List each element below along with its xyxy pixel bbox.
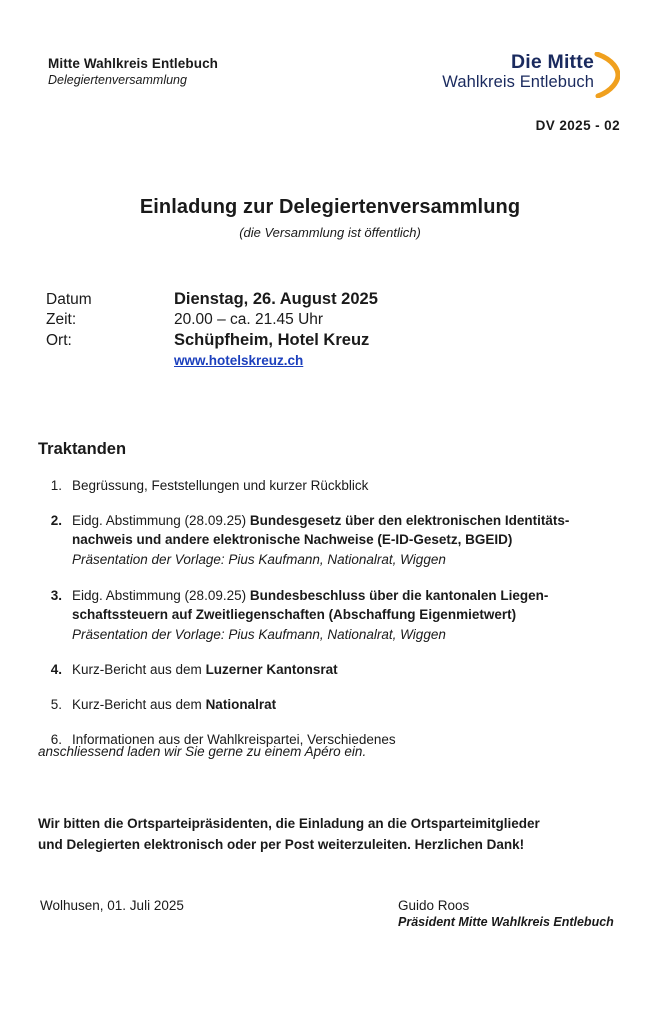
orange-swoosh-icon: [594, 52, 620, 98]
agenda-item-body: [72, 660, 628, 679]
detail-label-date: Datum: [46, 291, 92, 308]
agenda-item-text: Kurz-Bericht aus dem: [72, 697, 206, 713]
agenda-item-text: Eidg. Abstimmung (28.09.25): [72, 513, 250, 529]
document-reference: DV 2025 - 02: [535, 118, 620, 133]
agenda-item-text-bold-cont: schaftssteuern auf Zweitliegenschaften (Abschaffung Eigenmietwert): [72, 606, 517, 622]
request-paragraph: [38, 814, 618, 855]
apero-note: anschliessend laden wir Sie gerne zu einem Apéro ein.: [38, 744, 367, 759]
agenda-item-number: 2.: [50, 513, 62, 529]
agenda-item-number: 5.: [50, 697, 62, 713]
detail-row-location: [46, 331, 606, 350]
signer-role: Präsident Mitte Wahlkreis Entlebuch: [398, 915, 614, 929]
agenda-list: [38, 476, 628, 766]
list-item: [38, 476, 628, 495]
list-item: [38, 660, 628, 679]
agenda-item-body: [72, 586, 628, 644]
header-org-block: [48, 56, 218, 87]
agenda-item-text-bold: Bundesbeschluss über die kantonalen Liegen-: [249, 587, 549, 603]
agenda-item-number: 3.: [50, 587, 62, 603]
detail-value-date: Dienstag, 26. August 2025: [174, 290, 378, 308]
agenda-item-text: Begrüssung, Feststellungen und kurzer Rückblick: [72, 478, 369, 493]
signature-block: [398, 898, 614, 929]
agenda-item-presentation: Präsentation der Vorlage: Pius Kaufmann, Nationalrat, Wiggen: [72, 626, 446, 642]
title-block: [0, 196, 660, 240]
document-footer: [0, 898, 660, 958]
agenda-item-number: 6.: [50, 732, 62, 748]
signer-name: Guido Roos: [398, 898, 470, 913]
header-organisation: Mitte Wahlkreis Entlebuch: [48, 56, 219, 71]
request-line-1: Wir bitten die Ortsparteipräsidenten, die Einladung an die Ortsparteimitglieder: [38, 816, 540, 831]
agenda-item-number: 4.: [50, 662, 62, 678]
agenda-item-body: [72, 511, 628, 569]
list-item: [38, 586, 628, 644]
logo-line-primary: Die Mitte: [510, 51, 594, 73]
page-subtitle: (die Versammlung ist öffentlich): [239, 225, 421, 240]
header-subtitle: Delegiertenversammlung: [48, 73, 187, 87]
agenda-item-text-bold: Bundesgesetz über den elektronischen Identitäts-: [249, 513, 570, 529]
agenda-item-body: [72, 695, 628, 714]
detail-value-location: Schüpfheim, Hotel Kreuz: [174, 331, 370, 349]
request-line-2: und Delegierten elektronisch oder per Post weiterzuleiten. Herzlichen Dank!: [38, 836, 525, 852]
agenda-item-text: Kurz-Bericht aus dem: [72, 662, 206, 678]
agenda-item-body: [72, 476, 628, 495]
detail-row-time: [46, 311, 606, 329]
agenda-item-text-bold-cont: nachweis und andere elektronische Nachweise (E-ID-Gesetz, BGEID): [72, 532, 513, 548]
agenda-item-text-bold: Nationalrat: [205, 697, 277, 713]
logo-line-secondary: Wahlkreis Entlebuch: [442, 73, 594, 92]
agenda-heading: Traktanden: [38, 440, 127, 458]
detail-row-website: [46, 352, 606, 370]
list-item: [38, 695, 628, 714]
meeting-details: [46, 290, 606, 370]
detail-row-date: [46, 290, 606, 309]
page-title: Einladung zur Delegiertenversammlung: [139, 196, 521, 218]
detail-label-time: Zeit:: [46, 311, 77, 328]
agenda-item-text: Informationen aus der Wahlkreispartei, Verschiedenes: [72, 732, 396, 748]
detail-value-time: 20.00 – ca. 21.45 Uhr: [174, 311, 324, 328]
agenda-item-text: Eidg. Abstimmung (28.09.25): [72, 587, 250, 603]
place-and-date: Wolhusen, 01. Juli 2025: [40, 898, 184, 913]
hotel-website-link[interactable]: www.hotelskreuz.ch: [174, 353, 304, 368]
party-logo: [395, 52, 620, 104]
logo-text-block: [442, 52, 594, 92]
agenda-item-number: 1.: [50, 478, 62, 493]
list-item: [38, 511, 628, 569]
agenda-item-presentation: Präsentation der Vorlage: Pius Kaufmann, Nationalrat, Wiggen: [72, 552, 446, 568]
agenda-item-text-bold: Luzerner Kantonsrat: [205, 662, 338, 678]
detail-label-location: Ort:: [46, 332, 72, 349]
document-header: [0, 51, 660, 136]
